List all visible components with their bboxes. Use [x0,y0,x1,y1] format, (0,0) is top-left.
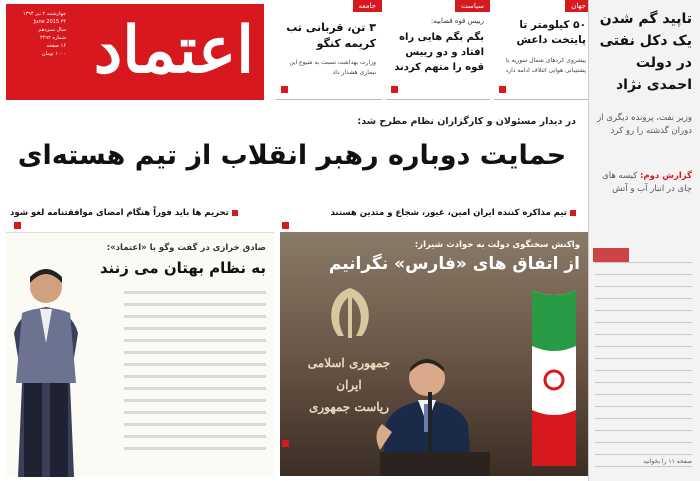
subhead-left[interactable] [10,208,238,218]
column-headline: به نظام بهتان می زنند [99,259,266,277]
microphone-icon [428,392,432,452]
text-line [595,454,692,455]
red-square-icon [14,222,21,229]
photo-headline: از اتفاق های «فارس» نگرانیم [328,254,580,274]
iran-flag-icon [528,290,580,466]
text-line [595,274,692,275]
subhead-right[interactable] [330,208,576,218]
podium [380,452,490,476]
masthead-info-line: ۱۰۰۰ تومان [41,51,66,57]
sidebar-photo [593,248,629,262]
teaser-world[interactable] [494,0,592,100]
teaser-politics[interactable] [386,0,490,100]
text-line [595,418,692,419]
text-line [595,430,692,431]
red-square-icon [282,440,289,447]
text-line [124,303,266,306]
main-kicker: در دیدار مسئولان و کارگزاران نظام مطرح شد: [357,116,576,127]
sidebar [588,0,700,481]
text-line [124,411,266,414]
text-line [124,351,266,354]
text-line [595,334,692,335]
sidebar-item[interactable] [595,112,692,138]
text-line [124,399,266,402]
text-line [595,442,692,443]
lead-photo[interactable] [280,232,588,476]
masthead-info-line: ۲۴ June 2015 [33,19,66,25]
text-line [595,310,692,311]
text-line [595,346,692,347]
red-square-icon [391,86,398,93]
newspaper-logo: اعتماد [93,13,254,88]
text-line [124,387,266,390]
sidebar-headline[interactable]: تاپید گم شدن یک دکل نفتی در دولت احمدی نژاد [599,11,692,93]
text-line [595,298,692,299]
column-footer[interactable]: صفحه ۱۱ را بخوانید [643,458,692,465]
sidebar-item-lead: گزارش دوم: [639,171,692,181]
subhead-left-text: تحریم ها باید فوراً هنگام امضای موافقتنامه لغو شود [10,208,229,218]
text-line [595,394,692,395]
teaser-tag: سیاست [455,0,490,12]
text-line [124,315,266,318]
text-line [595,466,692,467]
masthead-info-line: سال سیزدهم [38,27,66,33]
red-square-icon [281,86,288,93]
sidebar-item[interactable] [595,170,692,196]
red-square-icon [570,210,576,216]
text-line [124,339,266,342]
masthead-info-line: چهارشنبه ۲ تیر ۱۳۹۴ [22,11,66,17]
interviewee-photo [6,253,86,477]
sidebar-item-text: وزیر نفت، پرونده دیگری از دوران گذشته را رو کرد [597,113,692,136]
emblem-icon [320,284,380,346]
text-line [124,447,266,450]
backdrop-text-line: جمهوری اسلامی ایران [307,356,391,392]
teaser-tag: جامعه [353,0,382,12]
red-square-icon [282,222,289,229]
teaser-sub: وزارت بهداشت نسبت به شیوع این بیماری هشدار داد [289,59,376,76]
teaser-sub: پیشروی کردهای شمال سوریه با پشتیبانی هوایی ائتلاف ادامه دارد [505,57,586,74]
masthead-info [14,10,66,58]
column-kicker: صادق خرازی در گفت وگو با «اعتماد»: [106,243,266,253]
teaser-tag: جهان [565,0,592,12]
main-headline[interactable]: حمایت دوباره رهبر انقلاب از تیم هسته‌ای [17,140,567,171]
text-line [595,406,692,407]
text-line [124,327,266,330]
teaser-supertitle: رییس قوه قضاییه: [430,17,484,25]
masthead-info-line: شماره ۳۲۹۲ [40,35,66,41]
text-line [595,286,692,287]
photo-kicker: واکنش سخنگوی دولت به حوادث شیراز: [414,240,580,250]
text-line [124,423,266,426]
text-line [124,375,266,378]
subhead-right-text: تیم مذاکره کننده ایران امین، غیور، شجاع و متدین هستند [330,208,567,218]
teaser-headline: ۳ تن، قربانی تب کریمه کنگو [286,21,376,50]
text-line [595,382,692,383]
teaser-headline: ۵۰ کیلومتر تا پایتخت داعش [516,19,586,46]
text-line [124,435,266,438]
text-line [595,358,692,359]
sidebar-item-text: کیسه های چای در انبار آب و آتش [602,171,692,194]
text-line [124,363,266,366]
red-square-icon [499,86,506,93]
masthead [6,4,264,100]
interview-column[interactable] [6,232,274,476]
text-line [595,262,692,263]
photo-banner [288,238,580,276]
text-line [124,291,266,294]
backdrop-text-line: ریاست جمهوری [308,400,390,414]
red-square-icon [232,210,238,216]
text-line [595,370,692,371]
teaser-headline: بگم بگم هایی راه افتاد و دو رییس قوه را متهم کردند [394,32,484,73]
text-line [595,322,692,323]
teaser-society[interactable] [276,0,382,100]
masthead-info-line: ۱۶ صفحه [46,43,66,49]
